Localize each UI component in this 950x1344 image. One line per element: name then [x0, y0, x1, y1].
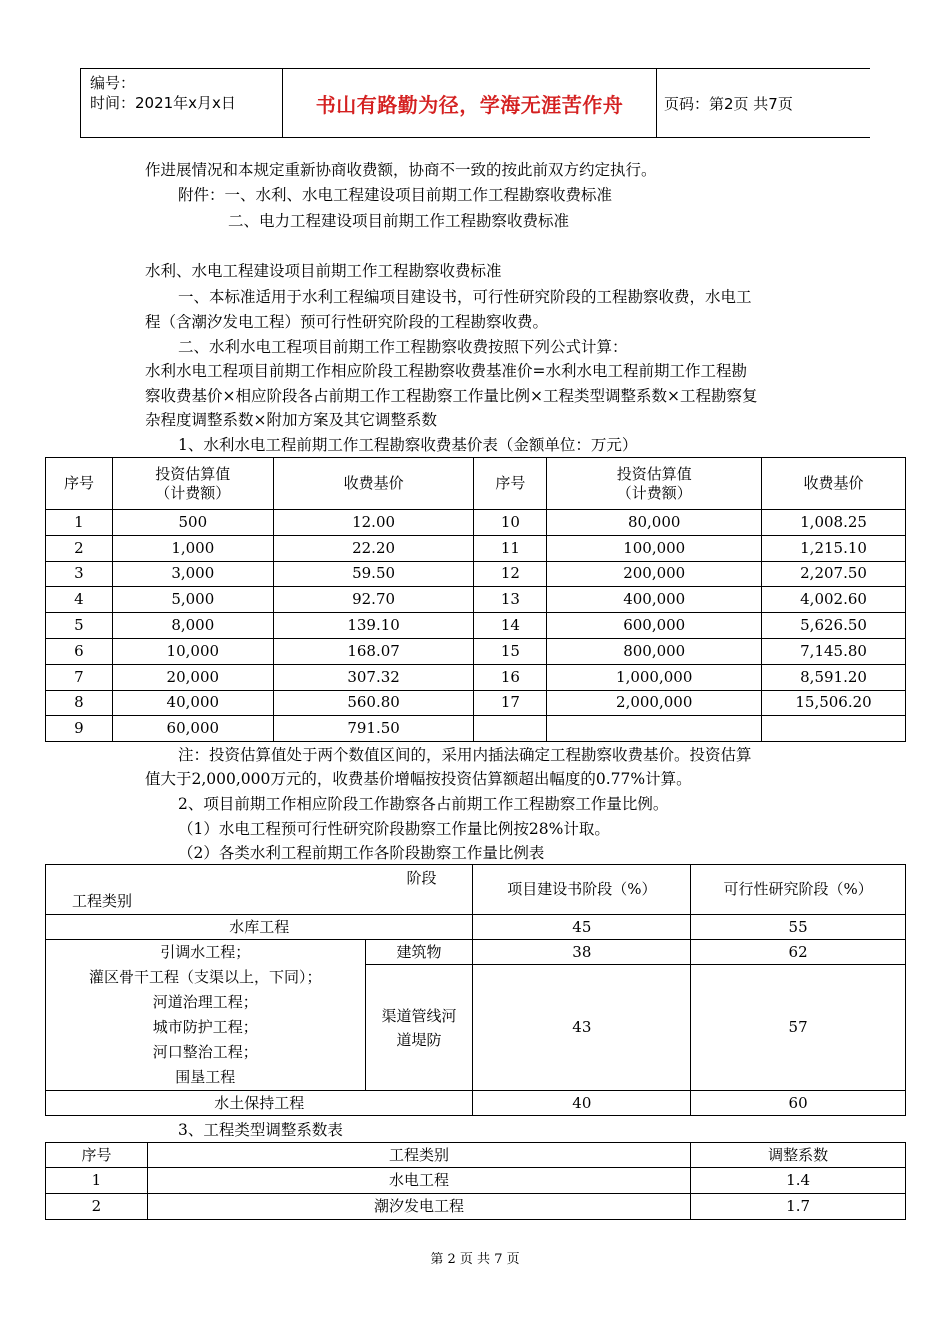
- note-1-line-2: 值大于2,000,000万元的，收费基价增幅按投资估算额超出幅度的0.77%计算。: [145, 770, 692, 788]
- table-cell: 10,000: [112, 638, 273, 664]
- table-row: [46, 510, 906, 536]
- table-row: [46, 535, 906, 561]
- table-cell: 80,000: [547, 510, 762, 536]
- table-cell: 5,000: [112, 587, 273, 613]
- table-cell: 800,000: [547, 638, 762, 664]
- table-row: 2 潮汐发电工程 1.7: [46, 1194, 906, 1220]
- table-cell: 12: [474, 561, 547, 587]
- table-cell: 1,000,000: [547, 664, 762, 690]
- table-cell: 3,000: [112, 561, 273, 587]
- table-row: [46, 716, 906, 742]
- table-cell: 2: [46, 535, 113, 561]
- table-cell: 500: [112, 510, 273, 536]
- fee-table: [45, 457, 906, 742]
- table-cell: [474, 716, 547, 742]
- table-cell: 3: [46, 561, 113, 587]
- table-cell: 8: [46, 690, 113, 716]
- table-cell: 15: [474, 638, 547, 664]
- table-cell: 6: [46, 638, 113, 664]
- table-cell: 100,000: [547, 535, 762, 561]
- table-cell: 200,000: [547, 561, 762, 587]
- table-row: 引调水工程； 灌区骨干工程（支渠以上，下同）； 河道治理工程； 城市防护工程； 河口整治工程； 围垦工程 建筑物 38 62: [46, 940, 906, 965]
- table-cell: 15,506.20: [762, 690, 906, 716]
- table-row: 1 水电工程 1.4: [46, 1168, 906, 1194]
- note-2: 2、项目前期工作相应阶段工作勘察各占前期工作工程勘察工作量比例。: [178, 795, 669, 813]
- table-cell: 14: [474, 613, 547, 639]
- table-cell: 16: [474, 664, 547, 690]
- table-cell: 1,008.25: [762, 510, 906, 536]
- para-2: 二、水利水电工程项目前期工作工程勘察收费按照下列公式计算：: [178, 338, 628, 356]
- note-3: （1）水电工程预可行性研究阶段勘察工作量比例按28%计取。: [178, 820, 610, 838]
- table-cell: 139.10: [273, 613, 474, 639]
- table-cell: 4: [46, 587, 113, 613]
- table-cell: 7: [46, 664, 113, 690]
- table1-title: 1、水利水电工程前期工作工程勘察收费基价表（金额单位：万元）: [178, 436, 638, 454]
- table-cell: 8,591.20: [762, 664, 906, 690]
- stage-type-header: [46, 865, 473, 915]
- table-cell: 22.20: [273, 535, 474, 561]
- table-cell: 9: [46, 716, 113, 742]
- note-4: （2）各类水利工程前期工作各阶段勘察工作量比例表: [178, 844, 545, 862]
- table-row: [46, 587, 906, 613]
- table-cell: 2,000,000: [547, 690, 762, 716]
- col-investment: 投资估算值 （计费额）: [112, 458, 273, 510]
- table-header-row: 序号 工程类别 调整系数: [46, 1143, 906, 1168]
- table-row: 渠道管线河 道堤防 43 57: [46, 965, 906, 1091]
- col-fee: 收费基价: [273, 458, 474, 510]
- coefficient-table: [45, 1142, 906, 1220]
- type-label: 工程类别: [72, 892, 133, 910]
- motto: 书山有路勤为径，学海无涯苦作舟: [315, 93, 624, 117]
- intro-line-1: 作进展情况和本规定重新协商收费额，协商不一致的按此前双方约定执行。: [145, 161, 657, 179]
- ratio-table: [45, 864, 906, 1116]
- table-cell: 791.50: [273, 716, 474, 742]
- table-cell: 5,626.50: [762, 613, 906, 639]
- col-proposal: 项目建设书阶段（%）: [473, 865, 691, 915]
- table-row: [46, 613, 906, 639]
- table-cell: 12.00: [273, 510, 474, 536]
- table-row: [46, 638, 906, 664]
- stage-label: 阶段: [406, 869, 437, 887]
- intro-line-2: 附件：一、水利、水电工程建设项目前期工作工程勘察收费标准: [178, 186, 613, 204]
- table-cell: 5: [46, 613, 113, 639]
- table-cell: 2,207.50: [762, 561, 906, 587]
- table-row: 水土保持工程 40 60: [46, 1091, 906, 1116]
- formula-line-1: 水利水电工程项目前期工作相应阶段工程勘察收费基准价=水利水电工程前期工作工程勘: [145, 362, 747, 380]
- intro-line-3: 二、电力工程建设项目前期工作工程勘察收费标准: [228, 212, 570, 230]
- table-cell: 59.50: [273, 561, 474, 587]
- table-cell: 92.70: [273, 587, 474, 613]
- table-cell: 560.80: [273, 690, 474, 716]
- table-cell: 1,215.10: [762, 535, 906, 561]
- table-cell: 7,145.80: [762, 638, 906, 664]
- para-1-line-2: 程（含潮汐发电工程）预可行性研究阶段的工程勘察收费。: [145, 313, 549, 331]
- table-cell: 40,000: [112, 690, 273, 716]
- table-header-row: [46, 865, 906, 915]
- page-header: [80, 68, 870, 138]
- formula-line-3: 杂程度调整系数×附加方案及其它调整系数: [145, 411, 437, 429]
- table-cell: 8,000: [112, 613, 273, 639]
- table-row: [46, 561, 906, 587]
- table-cell: 400,000: [547, 587, 762, 613]
- col-feasibility: 可行性研究阶段（%）: [691, 865, 906, 915]
- table-cell: 600,000: [547, 613, 762, 639]
- table-row: 水库工程 45 55: [46, 915, 906, 940]
- col-no: 序号: [474, 458, 547, 510]
- table-cell: [762, 716, 906, 742]
- table-header-row: [46, 458, 906, 510]
- table-cell: 60,000: [112, 716, 273, 742]
- table-cell: 1,000: [112, 535, 273, 561]
- group-types: 引调水工程； 灌区骨干工程（支渠以上，下同）； 河道治理工程； 城市防护工程； 河口整治工程； 围垦工程: [46, 940, 366, 1091]
- time-label: 时间：2021年x月x日: [90, 94, 236, 112]
- col-investment: 投资估算值 （计费额）: [547, 458, 762, 510]
- note-1-line-1: 注：投资估算值处于两个数值区间的，采用内插法确定工程勘察收费基价。投资估算: [178, 746, 752, 764]
- section-title: 水利、水电工程建设项目前期工作工程勘察收费标准: [145, 262, 502, 280]
- table-cell: 307.32: [273, 664, 474, 690]
- page-info: 页码：第2页 共7页: [664, 95, 793, 113]
- divider: [656, 69, 657, 137]
- table-cell: 168.07: [273, 638, 474, 664]
- para-1-line-1: 一、本标准适用于水利工程编项目建设书，可行性研究阶段的工程勘察收费，水电工: [178, 288, 752, 306]
- table-row: [46, 664, 906, 690]
- table-cell: 10: [474, 510, 547, 536]
- divider: [80, 69, 81, 137]
- table-cell: 1: [46, 510, 113, 536]
- formula-line-2: 察收费基价×相应阶段各占前期工作工程勘察工作量比例×工程类型调整系数×工程勘察复: [145, 387, 758, 405]
- table-cell: 17: [474, 690, 547, 716]
- table-row: [46, 690, 906, 716]
- table-cell: [547, 716, 762, 742]
- col-fee: 收费基价: [762, 458, 906, 510]
- table-cell: 20,000: [112, 664, 273, 690]
- col-no: 序号: [46, 458, 113, 510]
- table3-title: 3、工程类型调整系数表: [178, 1121, 343, 1139]
- table-cell: 13: [474, 587, 547, 613]
- table-cell: 11: [474, 535, 547, 561]
- code-label: 编号：: [90, 74, 136, 92]
- table-cell: 4,002.60: [762, 587, 906, 613]
- header-meta: [90, 73, 236, 113]
- page-footer: 第 2 页 共 7 页: [430, 1252, 520, 1267]
